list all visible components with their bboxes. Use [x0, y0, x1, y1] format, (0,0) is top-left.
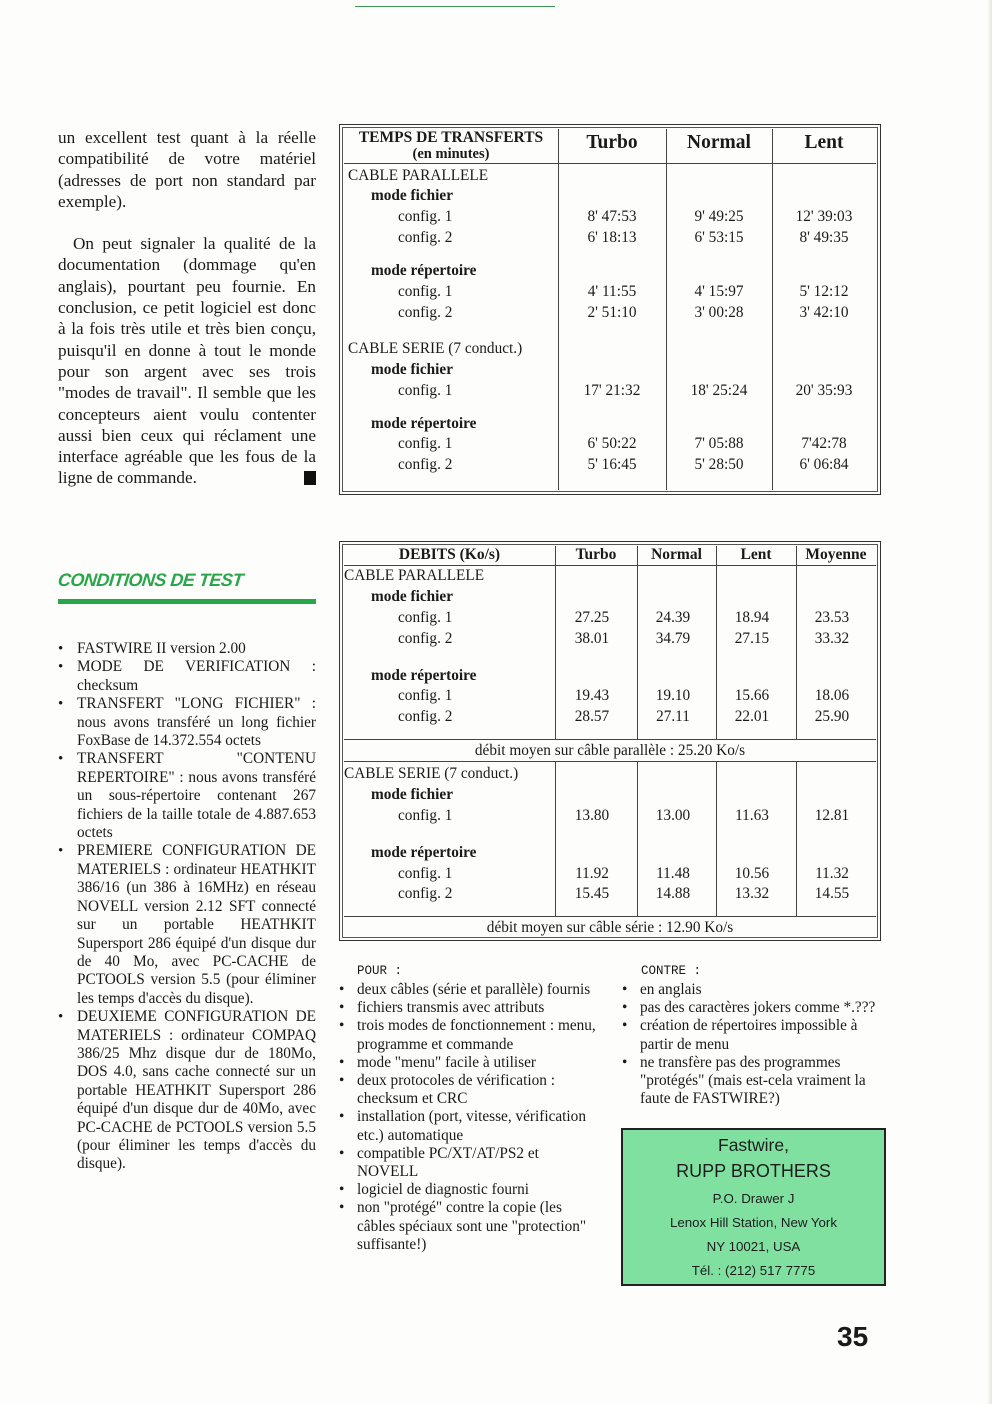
column-divider: [666, 129, 667, 490]
list-item: • ne transfère pas des programmes "protégés" (mais est-cela vraiment la faute de FASTWIRE?): [620, 1054, 882, 1109]
table-cell: 27.15: [734, 630, 770, 647]
table-cell: 11.63: [735, 807, 769, 824]
table-cell: 24.39: [655, 609, 691, 626]
table-cell: 27.11: [656, 708, 690, 725]
table-cell: 11.32: [815, 865, 849, 882]
contre-list: [620, 981, 882, 1108]
column-header-normal: Normal: [651, 546, 702, 563]
mode-label: mode fichier: [371, 588, 453, 605]
list-item: • deux câbles (série et parallèle) fournis: [337, 981, 599, 999]
table-cell: 19.10: [655, 687, 691, 704]
table-cell: 10.56: [734, 865, 770, 882]
list-item: • PREMIERE CONFIGURATION DE MATERIELS : ordinateur HEATHKIT 386/16 (un 386 à 16MHz) en réseau NOVELL version 2.12 SFT connecté sur un portable HEATHKIT Supersport 286 équipé d'un disque dur de 40 Mo, avec PC-CACHE de PCTOOLS version 5.5 (pour éliminer les temps d'accès du disque).: [58, 842, 316, 1008]
table-cell: 28.57: [574, 708, 610, 725]
list-item: • trois modes de fonctionnement : menu, programme et commande: [337, 1017, 599, 1053]
list-item: • TRANSFERT "LONG FICHIER" : nous avons transféré un long fichier FoxBase de 14.372.554 octets: [58, 695, 316, 750]
table-cell: 25.90: [814, 708, 850, 725]
list-item: • création de répertoires impossible à partir de menu: [620, 1017, 882, 1053]
column-header-normal: Normal: [687, 132, 751, 153]
config-label: config. 2: [398, 630, 453, 647]
config-label: config. 1: [398, 283, 453, 300]
table-title-text: TEMPS DE TRANSFERTS: [358, 129, 544, 146]
table-cell: 11.48: [656, 865, 690, 882]
transfer-times-grid: [344, 129, 876, 490]
column-header-lent: Lent: [740, 546, 772, 563]
section-label: CABLE PARALLELE: [348, 167, 489, 184]
end-mark-icon: [304, 471, 316, 485]
table-cell: 6' 06:84: [799, 456, 849, 473]
list-item: • pas des caractères jokers comme *.???: [620, 999, 882, 1017]
config-label: config. 2: [398, 304, 453, 321]
header-divider: [344, 163, 876, 164]
table-cell: 27.25: [574, 609, 610, 626]
intro-paragraph-2-text: On peut signaler la qualité de la documentation (dommage qu'en anglais), pourtant peu fournie. En conclusion, ce petit logiciel est donc à la fois très utile et très bien conçu, puisqu'il en donne à tout le monde pour son argent avec ses trois "modes de travail". Il semble que les concepteurs aient voulu contenter aussi bien ceux qui réclament une interface agréable que les fous de la ligne de commande.: [58, 234, 316, 488]
list-item: • logiciel de diagnostic fourni: [337, 1181, 599, 1199]
list-item: • MODE DE VERIFICATION : checksum: [58, 658, 316, 695]
table-subtitle: (en minutes): [412, 146, 490, 162]
table-cell: 15.66: [734, 687, 770, 704]
section-divider: [344, 916, 876, 917]
table-cell: 9' 49:25: [694, 208, 744, 225]
address-line-2: Lenox Hill Station, New York: [669, 1215, 838, 1230]
config-label: config. 1: [398, 435, 453, 452]
table-cell: 5' 16:45: [587, 456, 637, 473]
mode-label: mode fichier: [371, 361, 453, 378]
config-label: config. 1: [398, 609, 453, 626]
list-item: • non "protégé" contre la copie (les câbles spéciaux sont une "protection" suffisante!): [337, 1199, 599, 1254]
table-cell: 14.88: [655, 885, 691, 902]
table-cell: 18.06: [814, 687, 850, 704]
column-header-turbo: Turbo: [575, 546, 617, 563]
page-edge: [987, 0, 992, 1404]
table-cell: 14.55: [814, 885, 850, 902]
conditions-list: [58, 640, 316, 1174]
list-item: • en anglais: [620, 981, 882, 999]
top-rule: [355, 6, 555, 7]
transfer-times-table: [339, 124, 881, 495]
mode-label: mode répertoire: [371, 844, 477, 861]
column-divider: [558, 129, 559, 490]
config-label: config. 1: [398, 807, 453, 824]
table-cell: 5' 28:50: [694, 456, 744, 473]
table-cell: 3' 00:28: [694, 304, 744, 321]
table-cell: 8' 47:53: [587, 208, 637, 225]
contre-heading: CONTRE :: [641, 964, 702, 978]
mode-label: mode répertoire: [371, 667, 477, 684]
table-cell: 7' 05:88: [694, 435, 744, 452]
section-label: CABLE PARALLELE: [344, 567, 485, 584]
table-cell: 2' 51:10: [587, 304, 637, 321]
config-label: config. 1: [398, 382, 453, 399]
table-cell: 4' 15:97: [694, 283, 744, 300]
config-label: config. 1: [398, 687, 453, 704]
pour-heading: POUR :: [357, 964, 403, 978]
table-cell: 22.01: [734, 708, 770, 725]
config-label: config. 1: [398, 865, 453, 882]
config-label: config. 2: [398, 229, 453, 246]
table-title: DEBITS (Ko/s): [398, 546, 501, 563]
table-cell: 20' 35:93: [795, 382, 853, 399]
pour-list: [337, 981, 599, 1254]
conditions-title: CONDITIONS DE TEST: [57, 570, 245, 590]
column-divider: [772, 129, 773, 490]
table-cell: 13.32: [734, 885, 770, 902]
address-line-3: NY 10021, USA: [706, 1239, 801, 1254]
table-cell: 38.01: [574, 630, 610, 647]
table-cell: 17' 21:32: [583, 382, 641, 399]
table-cell: 12.81: [814, 807, 850, 824]
config-label: config. 2: [398, 456, 453, 473]
list-item: • DEUXIEME CONFIGURATION DE MATERIELS : ordinateur COMPAQ 386/25 Mhz disque dur de 180Mo, DOS 4.0, sans cache connecté sur un portable HEATHKIT Supersport 286 équipé d'un disque dur de 40Mo, avec PC-CACHE de PCTOOLS version 5.5 (pour éliminer les temps d'accès du disque).: [58, 1008, 316, 1174]
phone-number: Tél. : (212) 517 7775: [691, 1263, 816, 1278]
section-divider: [344, 739, 876, 740]
product-name: Fastwire,: [718, 1135, 789, 1155]
table-cell: 12' 39:03: [795, 208, 853, 225]
throughput-grid: [344, 546, 876, 936]
section-label: CABLE SERIE (7 conduct.): [344, 765, 519, 782]
table-cell: 34.79: [655, 630, 691, 647]
table-cell: 18' 25:24: [690, 382, 748, 399]
table-title: [344, 130, 558, 162]
list-item: • compatible PC/XT/AT/PS2 et NOVELL: [337, 1145, 599, 1181]
avg-serial: débit moyen sur câble série : 12.90 Ko/s: [486, 919, 734, 936]
list-item: • FASTWIRE II version 2.00: [58, 640, 316, 658]
table-cell: 3' 42:10: [799, 304, 849, 321]
table-cell: 5' 12:12: [799, 283, 849, 300]
table-cell: 23.53: [814, 609, 850, 626]
address-line-1: P.O. Drawer J: [712, 1191, 795, 1206]
mode-label: mode fichier: [371, 786, 453, 803]
config-label: config. 2: [398, 885, 453, 902]
table-cell: 18.94: [734, 609, 770, 626]
table-cell: 6' 18:13: [587, 229, 637, 246]
table-cell: 11.92: [575, 865, 609, 882]
section-label: CABLE SERIE (7 conduct.): [348, 340, 523, 357]
intro-paragraph-1: un excellent test quant à la réelle compatibilité de votre matériel (adresses de port non standard par exemple).: [58, 128, 316, 211]
list-item: • deux protocoles de vérification : checksum et CRC: [337, 1072, 599, 1108]
table-cell: 33.32: [814, 630, 850, 647]
list-item: • TRANSFERT "CONTENU REPERTOIRE" : nous avons transféré un sous-répertoire contenant 267 fichiers de la taille totale de 4.887.653 octets: [58, 750, 316, 842]
config-label: config. 2: [398, 708, 453, 725]
vendor-address-box: [621, 1128, 886, 1286]
column-header-turbo: Turbo: [586, 132, 638, 153]
column-header-lent: Lent: [804, 132, 844, 153]
conditions-rule: [58, 599, 316, 604]
table-cell: 7'42:78: [801, 435, 847, 452]
company-name: RUPP BROTHERS: [676, 1161, 831, 1181]
intro-text: [58, 127, 316, 510]
config-label: config. 1: [398, 208, 453, 225]
avg-parallel: débit moyen sur câble parallèle : 25.20 Ko/s: [474, 742, 746, 759]
table-cell: 13.80: [574, 807, 610, 824]
list-item: • installation (port, vitesse, vérification etc.) automatique: [337, 1108, 599, 1144]
column-header-moyenne: Moyenne: [805, 546, 867, 563]
table-cell: 4' 11:55: [587, 283, 637, 300]
table-cell: 19.43: [574, 687, 610, 704]
mode-label: mode répertoire: [371, 262, 477, 279]
throughput-table: [339, 541, 881, 941]
table-cell: 6' 53:15: [694, 229, 744, 246]
page-number: 35: [837, 1321, 869, 1352]
list-item: • mode "menu" facile à utiliser: [337, 1054, 599, 1072]
table-cell: 15.45: [574, 885, 610, 902]
table-cell: 8' 49:35: [799, 229, 849, 246]
list-item: • fichiers transmis avec attributs: [337, 999, 599, 1017]
mode-label: mode fichier: [371, 187, 453, 204]
mode-label: mode répertoire: [371, 415, 477, 432]
table-cell: 6' 50:22: [587, 435, 637, 452]
table-cell: 13.00: [655, 807, 691, 824]
intro-paragraph-2: [58, 233, 316, 489]
